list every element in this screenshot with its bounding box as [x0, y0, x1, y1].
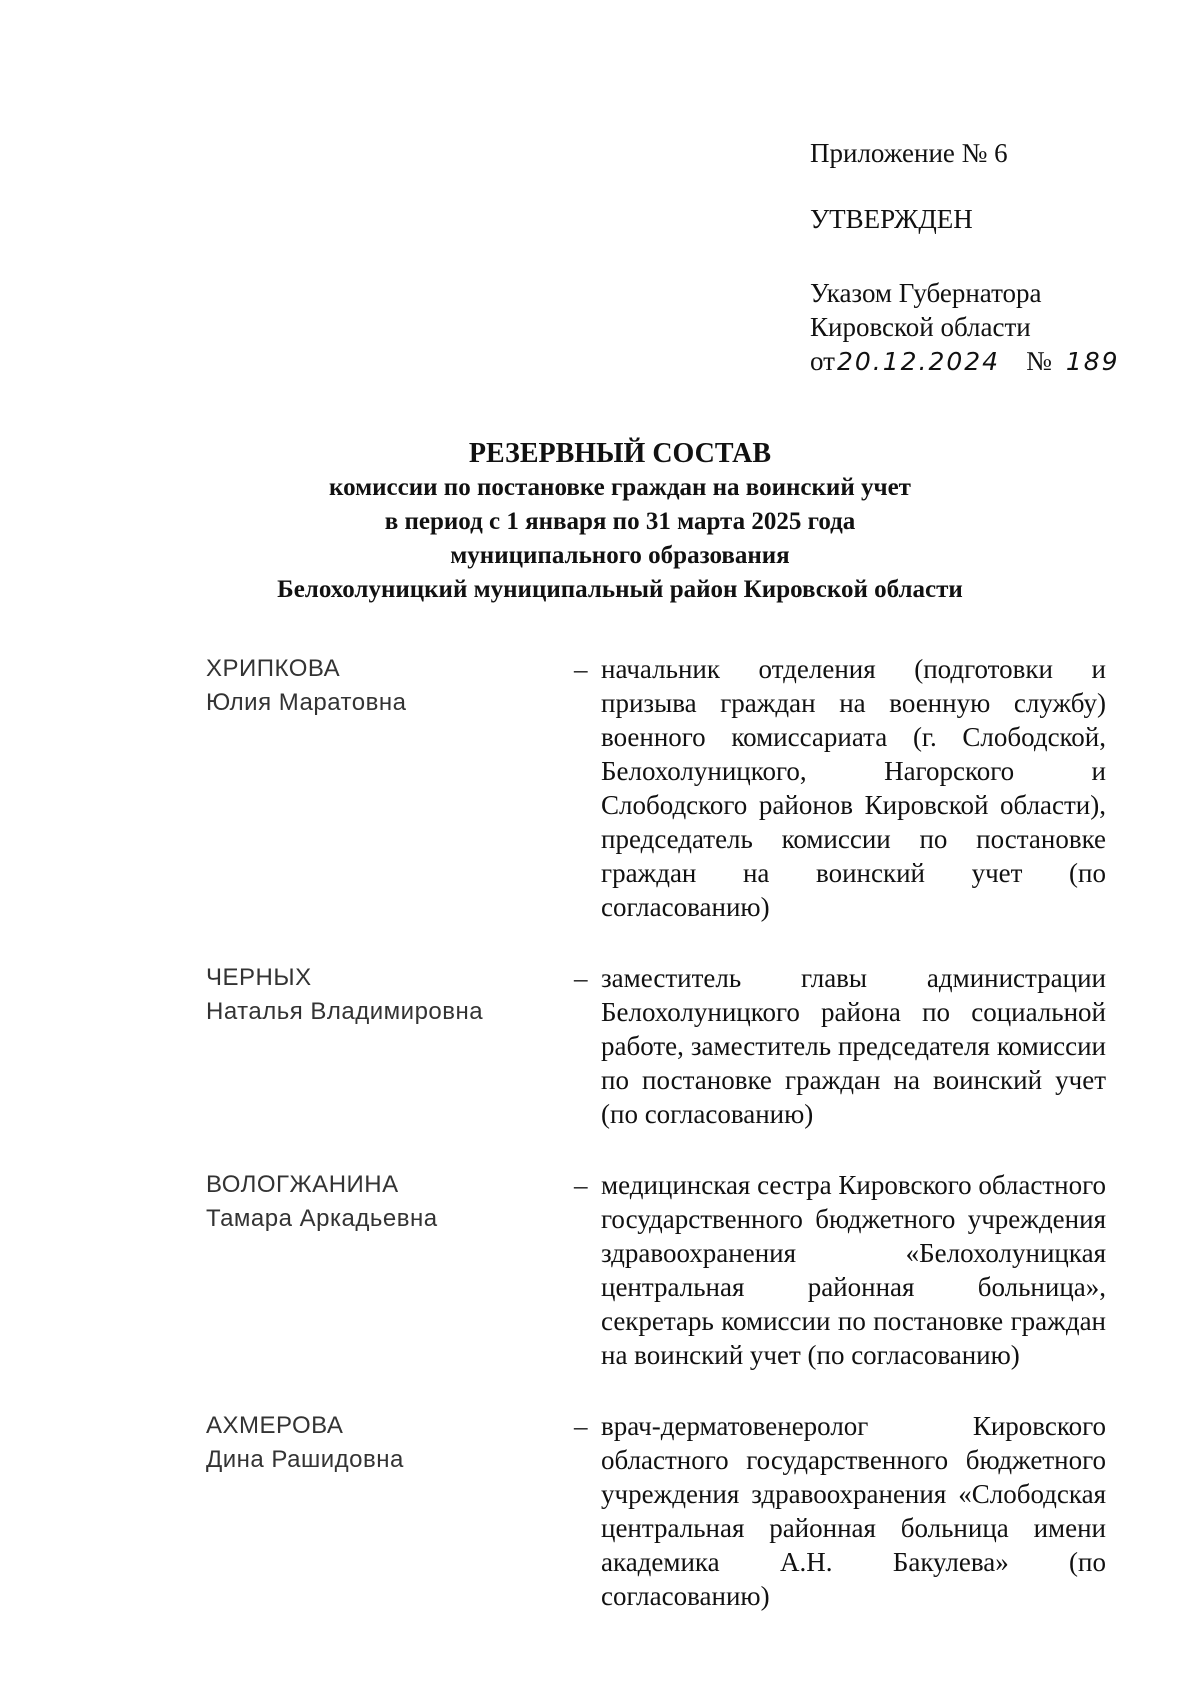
- member-name: [206, 1409, 566, 1613]
- member-row: [206, 1409, 1166, 1613]
- member-dash: –: [574, 654, 588, 684]
- approved-label: УТВЕРЖДЕН: [810, 204, 973, 234]
- member-surname: ВОЛОГЖАНИНА: [206, 1171, 399, 1198]
- decree-number-handwritten: 189: [1065, 347, 1120, 376]
- member-row: [206, 652, 1166, 924]
- members-list: [206, 652, 1166, 1613]
- decree-line-1: Указом Губернатора: [810, 278, 1042, 308]
- member-role: начальник отделения (подготовки и призыва граждан на военную службу) военного комиссариата (г. Слободской, Белохолуницкого, Нагорского и Слободского районов Кировской области), председатель комиссии по постановке граждан на воинский учет (по согласованию): [601, 654, 1106, 922]
- member-role: заместитель главы администрации Белохолуницкого района по социальной работе, заместитель председателя комиссии по постановке граждан на воинский учет (по согласованию): [601, 963, 1106, 1129]
- heading-line-2: в период с 1 января по 31 марта 2025 года: [384, 508, 856, 535]
- member-name: [206, 961, 566, 1131]
- member-name: [206, 652, 566, 924]
- heading-title: РЕЗЕРВНЫЙ СОСТАВ: [468, 438, 772, 469]
- heading-line-1: комиссии по постановке граждан на воинский учет: [329, 474, 911, 501]
- member-name: [206, 1168, 566, 1372]
- member-given-names: Тамара Аркадьевна: [206, 1205, 438, 1232]
- appendix-label: Приложение № 6: [810, 138, 1008, 168]
- member-row: [206, 1168, 1166, 1372]
- decree-date-handwritten: 20.12.2024: [836, 347, 1001, 376]
- member-role: врач-дерматовенеролог Кировского областного государственного бюджетного учреждения здравоохранения «Слободская центральная районная больница имени академика А.Н. Бакулева» (по согласованию): [601, 1411, 1106, 1611]
- member-given-names: Наталья Владимировна: [206, 998, 484, 1025]
- member-row: [206, 961, 1166, 1131]
- member-dash: –: [574, 1411, 588, 1441]
- member-surname: ХРИПКОВА: [206, 655, 341, 682]
- number-sign: №: [1026, 346, 1052, 376]
- member-surname: АХМЕРОВА: [206, 1412, 344, 1439]
- decree-line-2: Кировской области: [810, 312, 1031, 342]
- decree-date-line: [810, 344, 1170, 379]
- member-dash: –: [574, 963, 588, 993]
- member-given-names: Дина Рашидовна: [206, 1446, 404, 1473]
- heading-line-4: Белохолуницкий муниципальный район Кировской области: [277, 576, 963, 603]
- heading-line-3: муниципального образования: [450, 542, 790, 569]
- member-role: медицинская сестра Кировского областного государственного бюджетного учреждения здравоохранения «Белохолуницкая центральная районная больница», секретарь комиссии по постановке граждан на воинский учет (по согласованию): [601, 1170, 1106, 1370]
- document-heading: [100, 437, 1140, 607]
- date-prefix: от: [810, 346, 835, 376]
- member-dash: –: [574, 1170, 588, 1200]
- approval-block: [810, 136, 1170, 379]
- member-surname: ЧЕРНЫХ: [206, 964, 312, 991]
- member-given-names: Юлия Маратовна: [206, 689, 407, 716]
